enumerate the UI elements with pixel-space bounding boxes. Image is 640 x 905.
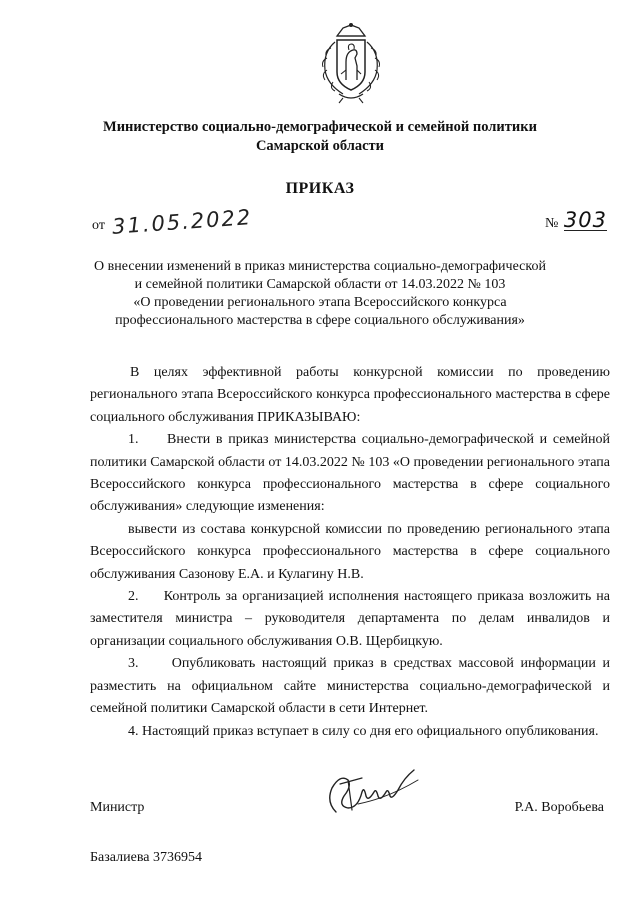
signer-name: Р.А. Воробьева [514, 800, 604, 815]
item-3: 3. Опубликовать настоящий приказ в средствах массовой информации и разместить на официальном сайте министерства социально-демографической и семейной политики Самарской области в сети Интернет. [90, 656, 610, 717]
ministry-line-2: Самарской области [255, 138, 385, 154]
item-1: 1. Внести в приказ министерства социально-демографической и семейной политики Самарской области от 14.03.2022 № 103 «О проведении регионального этапа Всероссийского конкурса профессионального мастерства в сфере социального обслуживания» следующие изменения: [90, 432, 610, 515]
item-4: 4. Настоящий приказ вступает в силу со дня его официального опубликования. [128, 723, 599, 739]
order-date [92, 205, 254, 239]
intro-paragraph: В целях эффективной работы конкурсной комиссии по проведению регионального этапа Всероссийского конкурса профессионального мастерства в сфере социального обслуживания ПРИКАЗЫВАЮ: [90, 365, 610, 425]
order-title: ПРИКАЗ [285, 180, 355, 197]
executor-info: Базалиева 3736954 [90, 850, 202, 865]
ministry-name [60, 118, 580, 156]
subject-line-1: О внесении изменений в приказ министерства социально-демографической [94, 259, 546, 274]
date-prefix: от [92, 218, 105, 233]
number-handwritten: 303 [563, 208, 607, 232]
subject-line-3: «О проведении регионального этапа Всероссийского конкурса [133, 295, 507, 310]
order-body [90, 362, 610, 743]
subject-line-4: профессионального мастерства в сфере социального обслуживания» [115, 313, 525, 328]
samara-coat-of-arms-icon [313, 22, 389, 104]
ministry-line-1: Министерство социально-демографической и семейной политики [103, 119, 537, 135]
number-prefix: № [545, 216, 559, 231]
subject-line-2: и семейной политики Самарской области от 14.03.2022 № 103 [134, 277, 506, 292]
item-1-change: вывести из состава конкурсной комиссии по проведению регионального этапа Всероссийского конкурса профессионального мастерства в сфере социального обслуживания Сазонову Е.А. и Кулагину Н.В. [90, 521, 610, 582]
order-number [545, 210, 607, 232]
signer-position: Министр [90, 800, 145, 815]
handwritten-signature-icon [318, 762, 428, 820]
item-2: 2. Контроль за организацией исполнения настоящего приказа возложить на заместителя министра – руководителя департамента по делам инвалидов и организации социального обслуживания О.В. Щербицкую. [90, 589, 610, 649]
order-subject [70, 258, 570, 330]
date-handwritten: 31.05.2022 [111, 205, 254, 239]
